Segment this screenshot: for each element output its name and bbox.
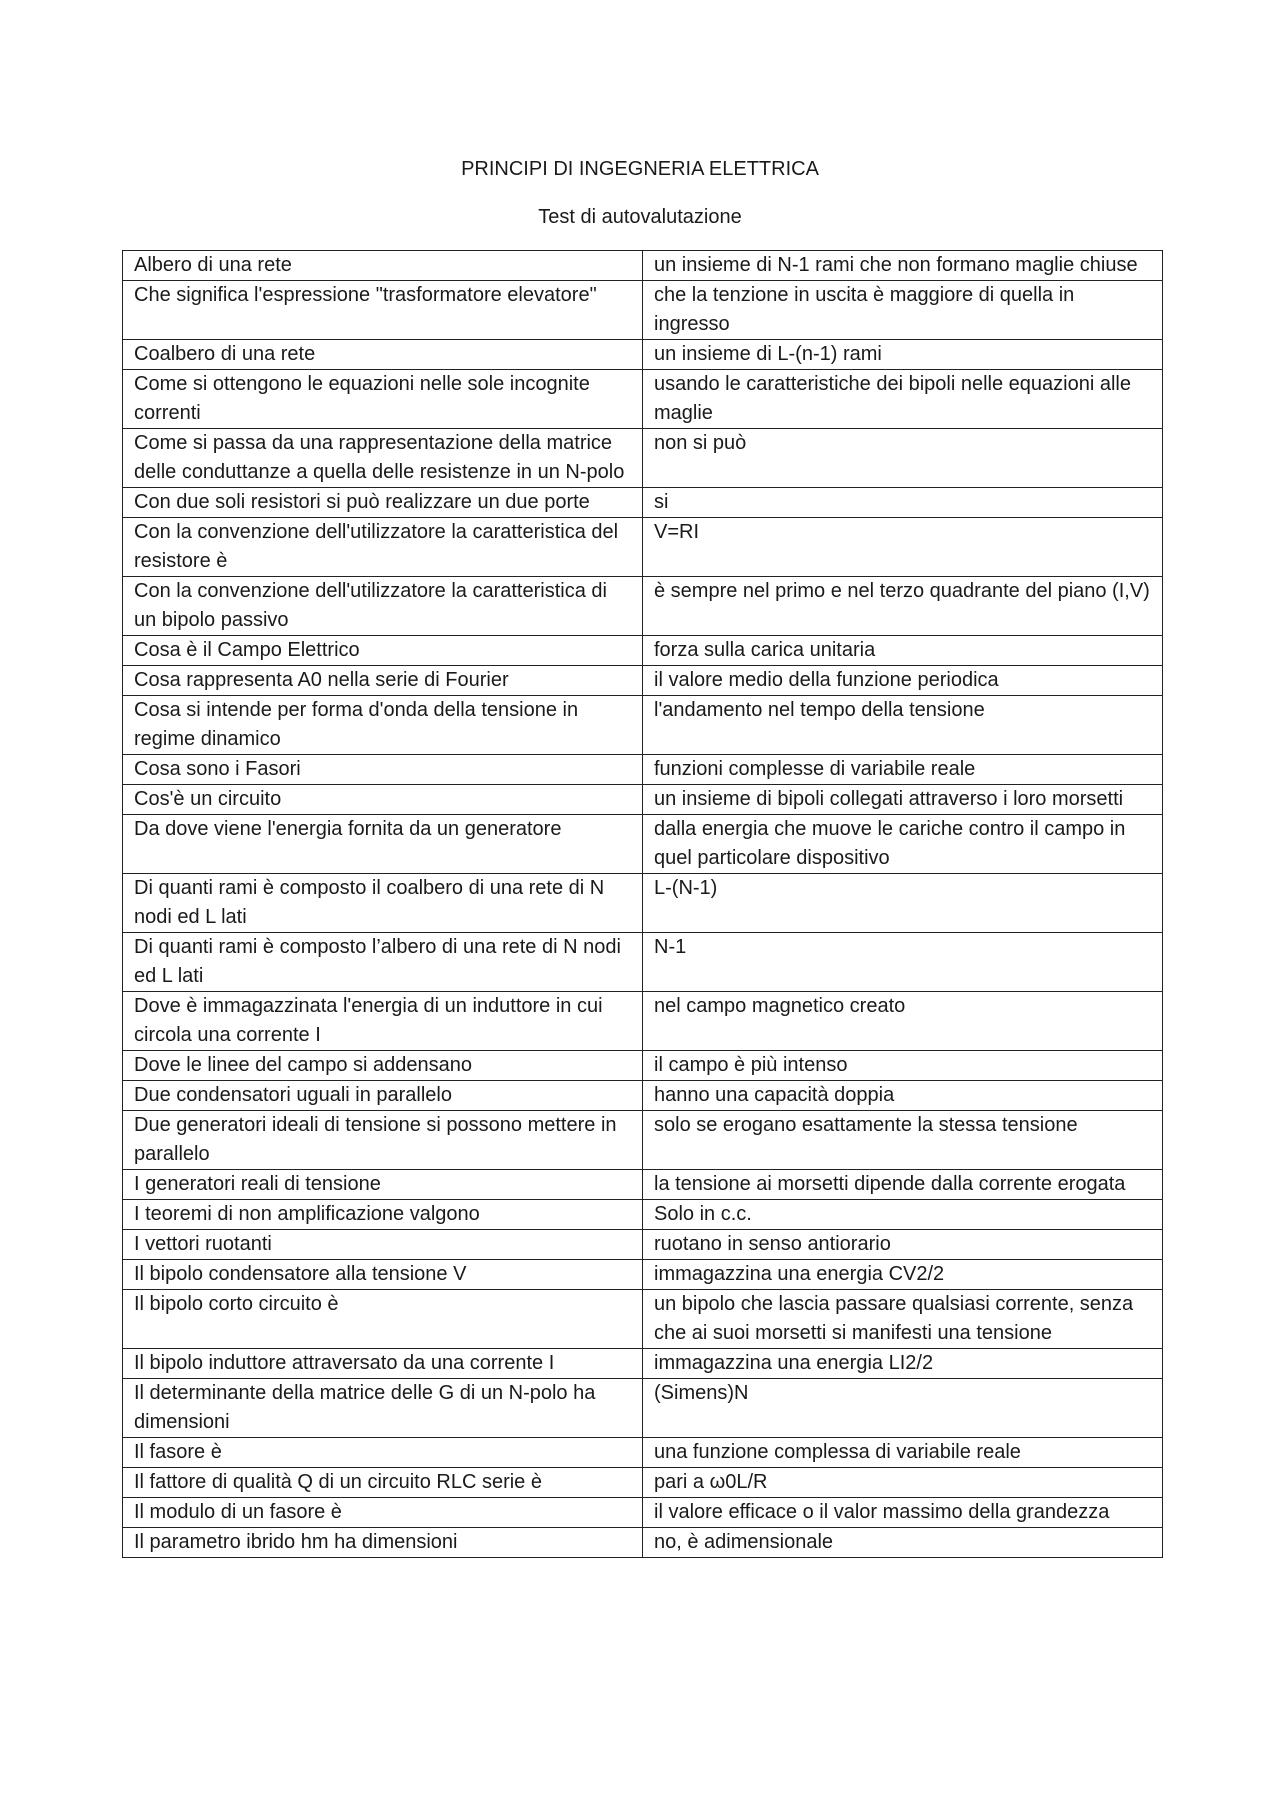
question-cell: Il bipolo corto circuito è: [123, 1290, 643, 1349]
table-row: [123, 1438, 1163, 1468]
table-row: [123, 1111, 1163, 1170]
table-row: [123, 755, 1163, 785]
question-cell: Con la convenzione dell'utilizzatore la caratteristica del resistore è: [123, 518, 643, 577]
answer-cell: ruotano in senso antiorario: [643, 1230, 1163, 1260]
answer-cell: hanno una capacità doppia: [643, 1081, 1163, 1111]
answer-cell: non si può: [643, 429, 1163, 488]
question-cell: Il parametro ibrido hm ha dimensioni: [123, 1528, 643, 1558]
question-cell: Dove è immagazzinata l'energia di un induttore in cui circola una corrente I: [123, 992, 643, 1051]
question-cell: Il modulo di un fasore è: [123, 1498, 643, 1528]
question-cell: Due condensatori uguali in parallelo: [123, 1081, 643, 1111]
table-row: [123, 1498, 1163, 1528]
document-subtitle: Test di autovalutazione: [538, 206, 742, 228]
answer-cell: un insieme di N-1 rami che non formano maglie chiuse: [643, 251, 1163, 281]
question-cell: Dove le linee del campo si addensano: [123, 1051, 643, 1081]
answer-cell: nel campo magnetico creato: [643, 992, 1163, 1051]
table-row: [123, 992, 1163, 1051]
question-cell: Due generatori ideali di tensione si possono mettere in parallelo: [123, 1111, 643, 1170]
table-row: [123, 874, 1163, 933]
answer-cell: immagazzina una energia CV2/2: [643, 1260, 1163, 1290]
table-row: [123, 1200, 1163, 1230]
answer-cell: solo se erogano esattamente la stessa tensione: [643, 1111, 1163, 1170]
answer-cell: V=RI: [643, 518, 1163, 577]
table-row: [123, 370, 1163, 429]
table-row: [123, 281, 1163, 340]
answer-cell: usando le caratteristiche dei bipoli nelle equazioni alle maglie: [643, 370, 1163, 429]
question-cell: Il fattore di qualità Q di un circuito RLC serie è: [123, 1468, 643, 1498]
question-cell: Che significa l'espressione "trasformatore elevatore": [123, 281, 643, 340]
answer-cell: pari a ω0L/R: [643, 1468, 1163, 1498]
question-cell: Cosa si intende per forma d'onda della tensione in regime dinamico: [123, 696, 643, 755]
answer-cell: forza sulla carica unitaria: [643, 636, 1163, 666]
question-cell: Cosa sono i Fasori: [123, 755, 643, 785]
answer-cell: N-1: [643, 933, 1163, 992]
question-cell: Da dove viene l'energia fornita da un generatore: [123, 815, 643, 874]
answer-cell: un insieme di L-(n-1) rami: [643, 340, 1163, 370]
answer-cell: che la tenzione in uscita è maggiore di quella in ingresso: [643, 281, 1163, 340]
question-cell: Con la convenzione dell'utilizzatore la caratteristica di un bipolo passivo: [123, 577, 643, 636]
question-cell: Coalbero di una rete: [123, 340, 643, 370]
answer-cell: l'andamento nel tempo della tensione: [643, 696, 1163, 755]
table-row: [123, 1081, 1163, 1111]
question-cell: Cos'è un circuito: [123, 785, 643, 815]
table-row: [123, 1528, 1163, 1558]
table-row: [123, 636, 1163, 666]
question-cell: Come si ottengono le equazioni nelle sole incognite correnti: [123, 370, 643, 429]
table-row: [123, 1051, 1163, 1081]
table-row: [123, 785, 1163, 815]
qa-table: [122, 250, 1163, 1558]
answer-cell: si: [643, 488, 1163, 518]
table-row: [123, 251, 1163, 281]
question-cell: Cosa è il Campo Elettrico: [123, 636, 643, 666]
answer-cell: la tensione ai morsetti dipende dalla corrente erogata: [643, 1170, 1163, 1200]
question-cell: Di quanti rami è composto il coalbero di una rete di N nodi ed L lati: [123, 874, 643, 933]
answer-cell: immagazzina una energia LI2/2: [643, 1349, 1163, 1379]
answer-cell: dalla energia che muove le cariche contro il campo in quel particolare dispositivo: [643, 815, 1163, 874]
answer-cell: il campo è più intenso: [643, 1051, 1163, 1081]
question-cell: Il bipolo induttore attraversato da una corrente I: [123, 1349, 643, 1379]
question-cell: Cosa rappresenta A0 nella serie di Fourier: [123, 666, 643, 696]
question-cell: Il bipolo condensatore alla tensione V: [123, 1260, 643, 1290]
table-row: [123, 518, 1163, 577]
table-row: [123, 340, 1163, 370]
question-cell: Il fasore è: [123, 1438, 643, 1468]
answer-cell: (Simens)N: [643, 1379, 1163, 1438]
question-cell: Di quanti rami è composto l’albero di una rete di N nodi ed L lati: [123, 933, 643, 992]
table-row: [123, 1349, 1163, 1379]
table-row: [123, 666, 1163, 696]
table-row: [123, 696, 1163, 755]
answer-cell: il valore medio della funzione periodica: [643, 666, 1163, 696]
table-row: [123, 488, 1163, 518]
table-row: [123, 933, 1163, 992]
question-cell: Come si passa da una rappresentazione della matrice delle conduttanze a quella delle resistenze in un N-polo: [123, 429, 643, 488]
answer-cell: L-(N-1): [643, 874, 1163, 933]
table-row: [123, 1170, 1163, 1200]
answer-cell: funzioni complesse di variabile reale: [643, 755, 1163, 785]
answer-cell: una funzione complessa di variabile reale: [643, 1438, 1163, 1468]
answer-cell: il valore efficace o il valor massimo della grandezza: [643, 1498, 1163, 1528]
table-row: [123, 1290, 1163, 1349]
question-cell: I teoremi di non amplificazione valgono: [123, 1200, 643, 1230]
answer-cell: un insieme di bipoli collegati attraverso i loro morsetti: [643, 785, 1163, 815]
document-title: PRINCIPI DI INGEGNERIA ELETTRICA: [461, 158, 819, 180]
table-row: [123, 815, 1163, 874]
answer-cell: è sempre nel primo e nel terzo quadrante del piano (I,V): [643, 577, 1163, 636]
table-row: [123, 1468, 1163, 1498]
answer-cell: Solo in c.c.: [643, 1200, 1163, 1230]
answer-cell: un bipolo che lascia passare qualsiasi corrente, senza che ai suoi morsetti si manifesti una tensione: [643, 1290, 1163, 1349]
question-cell: Con due soli resistori si può realizzare un due porte: [123, 488, 643, 518]
question-cell: I vettori ruotanti: [123, 1230, 643, 1260]
question-cell: I generatori reali di tensione: [123, 1170, 643, 1200]
question-cell: Albero di una rete: [123, 251, 643, 281]
question-cell: Il determinante della matrice delle G di un N-polo ha dimensioni: [123, 1379, 643, 1438]
answer-cell: no, è adimensionale: [643, 1528, 1163, 1558]
table-row: [123, 577, 1163, 636]
qa-table-body: [123, 251, 1163, 1558]
table-row: [123, 429, 1163, 488]
table-row: [123, 1230, 1163, 1260]
table-row: [123, 1379, 1163, 1438]
table-row: [123, 1260, 1163, 1290]
